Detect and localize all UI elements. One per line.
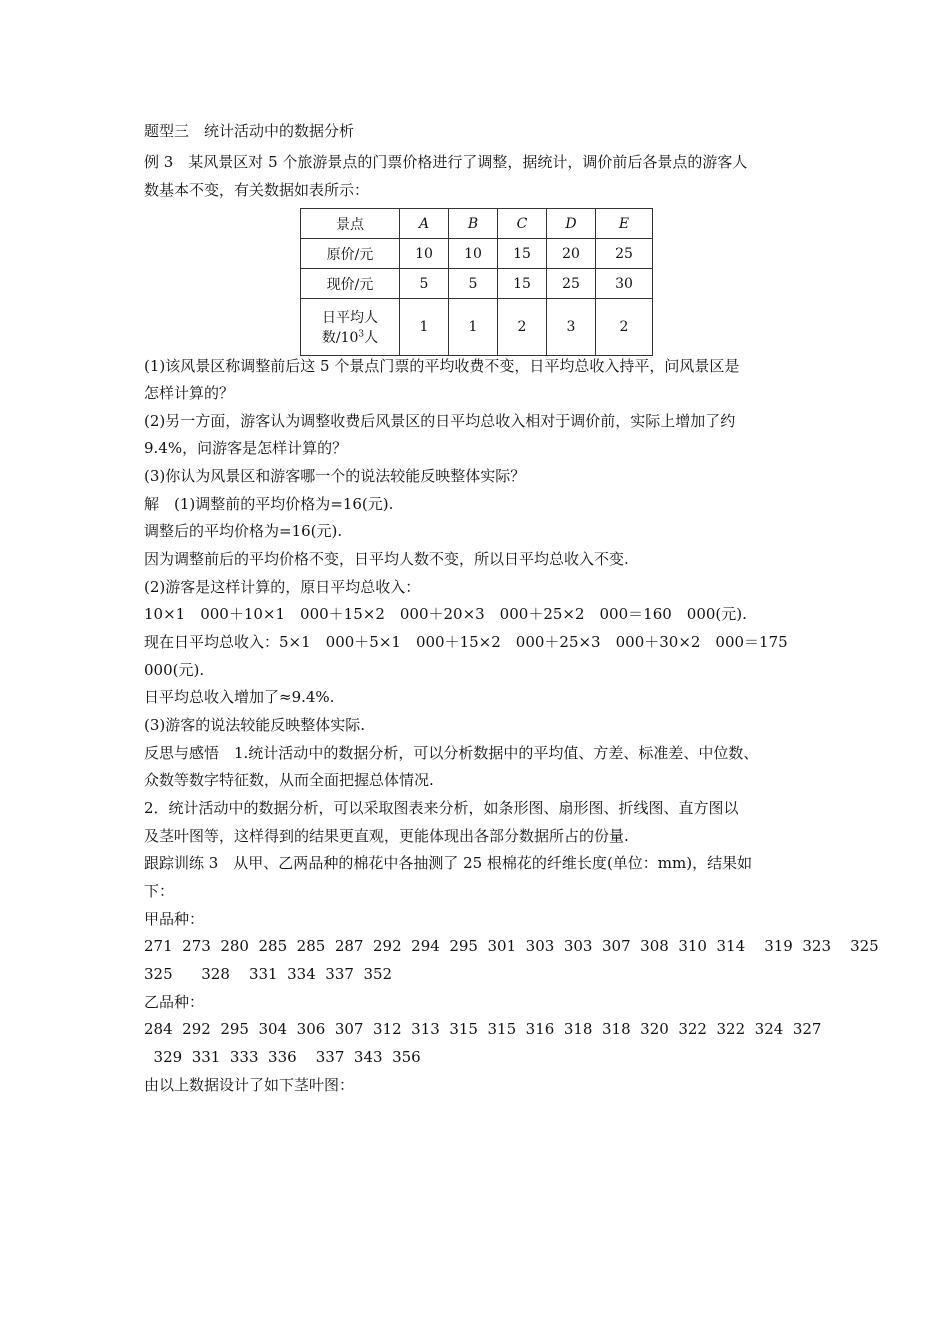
jia-label: 甲品种： xyxy=(144,910,205,928)
table-cell: 3 xyxy=(547,299,596,356)
section-title: 题型三 统计活动中的数据分析 xyxy=(144,122,355,140)
question-text: 怎样计算的？ xyxy=(144,384,235,402)
table-row xyxy=(301,299,653,356)
solution-text: 日平均总收入增加了≈9.4%. xyxy=(144,688,335,706)
yi-data: 284 292 295 304 306 307 312 313 315 315 316 318 318 320 322 322 324 327 xyxy=(144,1020,822,1038)
table-cell: 30 xyxy=(596,269,653,299)
row-label xyxy=(301,299,400,356)
yi-data: 329 331 333 336 337 343 356 xyxy=(144,1048,421,1066)
question-text: 9.4%，问游客是怎样计算的？ xyxy=(144,439,348,457)
table-cell: 1 xyxy=(400,299,449,356)
jia-data: 271 273 280 285 285 287 292 294 295 301 303 303 307 308 310 314 319 323 325 xyxy=(144,937,879,955)
table-cell: 5 xyxy=(400,269,449,299)
table-cell: 10 xyxy=(400,239,449,269)
table-row xyxy=(301,269,653,299)
table-cell: 2 xyxy=(596,299,653,356)
solution-text: 因为调整前后的平均价格不变，日平均人数不变，所以日平均总收入不变. xyxy=(144,550,629,568)
table-cell: 15 xyxy=(498,269,547,299)
yi-label: 乙品种： xyxy=(144,993,205,1011)
reflection-text: 2．统计活动中的数据分析，可以采取图表来分析，如条形图、扇形图、折线图、直方图以 xyxy=(144,799,739,817)
question-text: (3)你认为风景区和游客哪一个的说法较能反映整体实际？ xyxy=(144,467,526,485)
table-cell: 15 xyxy=(498,239,547,269)
table-row xyxy=(301,239,653,269)
table-header-cell: B xyxy=(449,209,498,239)
example-text: 例 3 某风景区对 5 个旅游景点的门票价格进行了调整，据统计，调价前后各景点的游客人 xyxy=(144,153,748,171)
practice-text: 跟踪训练 3 从甲、乙两品种的棉花中各抽测了 25 根棉花的纤维长度(单位：mm)，结果如 xyxy=(144,854,753,872)
closing-text: 由以上数据设计了如下茎叶图： xyxy=(144,1076,355,1094)
practice-text: 下： xyxy=(144,882,175,900)
table-cell: 2 xyxy=(498,299,547,356)
table-header-cell: 景点 xyxy=(301,209,400,239)
table-header-cell: D xyxy=(547,209,596,239)
table-cell: 25 xyxy=(596,239,653,269)
row-label: 现价/元 xyxy=(301,269,400,299)
table-cell: 25 xyxy=(547,269,596,299)
table-cell: 1 xyxy=(449,299,498,356)
table-cell: 5 xyxy=(449,269,498,299)
table-cell: 10 xyxy=(449,239,498,269)
row-label-line xyxy=(301,327,399,347)
label-suffix: 人 xyxy=(364,330,379,346)
solution-text: 现在日平均总收入：5×1 000＋5×1 000＋15×2 000＋25×3 000＋30×2 000＝175 xyxy=(144,633,788,651)
solution-text: 解 (1)调整前的平均价格为=16(元). xyxy=(144,495,394,513)
question-text: (2)另一方面，游客认为调整收费后风景区的日平均总收入相对于调价前，实际上增加了约 xyxy=(144,412,736,430)
price-table xyxy=(300,208,653,356)
solution-text: (2)游客是这样计算的，原日平均总收入： xyxy=(144,578,421,596)
table-header-cell: C xyxy=(498,209,547,239)
solution-text: 10×1 000＋10×1 000＋15×2 000＋20×3 000＋25×2 000＝160 000(元). xyxy=(144,605,747,623)
label-exponent: 3 xyxy=(358,329,365,340)
reflection-text: 及茎叶图等，这样得到的结果更直观，更能体现出各部分数据所占的份量. xyxy=(144,827,629,845)
label-prefix: 数/10 xyxy=(321,330,359,346)
table-header-cell: A xyxy=(400,209,449,239)
solution-text: (3)游客的说法较能反映整体实际. xyxy=(144,716,366,734)
solution-text: 调整后的平均价格为=16(元). xyxy=(144,522,343,540)
table-header-cell: E xyxy=(596,209,653,239)
jia-data: 325 328 331 334 337 352 xyxy=(144,965,393,983)
question-text: (1)该风景区称调整前后这 5 个景点门票的平均收费不变，日平均总收入持平，问风景区是 xyxy=(144,357,740,375)
reflection-text: 众数等数字特征数，从而全面把握总体情况. xyxy=(144,771,434,789)
row-label: 原价/元 xyxy=(301,239,400,269)
example-text: 数基本不变，有关数据如表所示： xyxy=(144,181,370,199)
reflection-text: 反思与感悟 1.统计活动中的数据分析，可以分析数据中的平均值、方差、标准差、中位数、 xyxy=(144,744,759,762)
table-cell: 20 xyxy=(547,239,596,269)
solution-text: 000(元). xyxy=(144,661,205,679)
table-header-row xyxy=(301,209,653,239)
row-label-line: 日平均人 xyxy=(322,310,378,326)
